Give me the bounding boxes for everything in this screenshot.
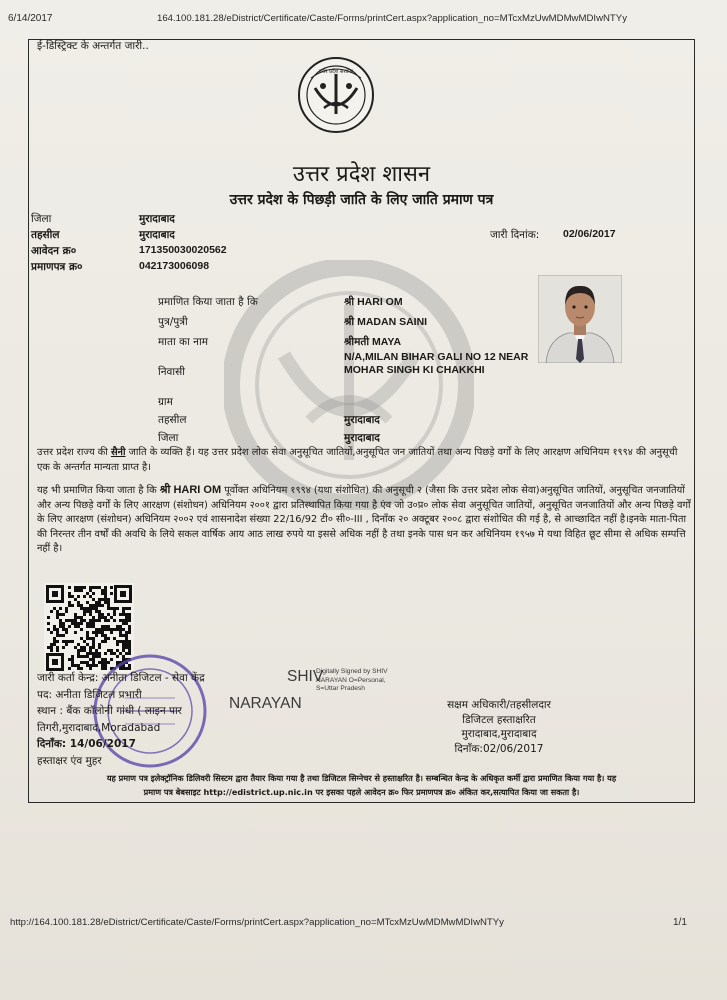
government-title: उत्तर प्रदेश शासन <box>292 162 431 187</box>
authority-digital-signed: डिजिटल हस्ताक्षरित <box>462 713 536 726</box>
detail-value-address: N/A,MILAN BIHAR GALI NO 12 NEAR MOHAR SINGH KI CHAKKHI <box>344 351 529 376</box>
detail-label-son-daughter: पुत्र/पुत्री <box>158 316 188 328</box>
meta-value-application-no: 171350030020562 <box>139 244 227 256</box>
meta-value-certificate-no: 042173006098 <box>139 260 210 272</box>
print-url: 164.100.181.28/eDistrict/Certificate/Caste/Forms/printCert.aspx?application_no=MTcxMzUwMDMwMDIwNTYy <box>157 13 627 24</box>
meta-label-certificate-no: प्रमाणपत्र क्र० <box>31 261 83 273</box>
detail-value-district: मुरादाबाद <box>344 432 380 444</box>
issue-date-label: जारी दिनांक: <box>490 229 540 241</box>
top-note: ई-डिस्ट्रिक्ट के अन्तर्गत जारी.. <box>37 40 149 52</box>
meta-value-district: मुरादाबाद <box>139 213 175 225</box>
para2-name: श्री HARI OM <box>159 484 222 496</box>
para2-after: पूर्वोक्त अधिनियम १९९४ (यथा संशोधित) की अनुसूची २ (जैसा कि उत्तर प्रदेश लोक सेवा)अनुसूचित जातियों, अनुसूचित जनजातियों और अन्य पिछड़े वर्गों के लिए आरक्षण (संशोधन) अधिनियम २००१ द्वारा प्रतिस्थापित किया गया है एंव जो उ०प्र० लोक सेवा अनुसूचित जातियों, अनुसूचित जनजातियों और अन्य पिछड़े वर्गों के लिए आरक्षण (संशोधन) अधिनियम २००२ एवं शासनादेश संख्या 22/16/92 टी० सी०-III , दिनाँक २० अक्टूबर २००८ द्वारा संशोधित की गई है, से आच्छादित नहीं है।इनके माता-पिता की निरन्तर तीन वर्षों की अवधि के लिये सकल वार्षिक आय आठ लाख रुपये या इससे अधिक नहीं है तथा इनके पास धन कर अधिनियम १९५७ मे यथा विहित छूट सीमा से अधिक सम्पत्ति नहीं है। <box>37 485 691 555</box>
para2-before: यह भी प्रमाणित किया जाता है कि <box>37 485 160 496</box>
issuer-center: जारी कर्ता केन्द्र: अनीता डिजिटल - सेवा केंद्र <box>37 672 205 684</box>
issuer-block <box>37 670 205 769</box>
issuer-post: पद: अनीता डिजिटल प्रभारी <box>37 688 142 701</box>
footer-page-number: 1/1 <box>673 917 687 928</box>
authority-location: मुरादाबाद,मुरादाबाद <box>461 728 537 740</box>
para1-before: उत्तर प्रदेश राज्य की <box>37 447 111 458</box>
issue-date-value: 02/06/2017 <box>563 228 616 240</box>
issuer-area: तिगरी,मुरादाबाद,Moradabad <box>37 721 161 734</box>
caste-name: सैनी <box>110 447 126 458</box>
detail-label-certified: प्रमाणित किया जाता है कि <box>158 296 258 308</box>
detail-label-resident: निवासी <box>158 366 185 378</box>
detail-value-father: श्री MADAN SAINI <box>344 316 428 328</box>
meta-value-tehsil: मुरादाबाद <box>139 229 175 241</box>
digital-sign-line1: Digitally Signed by SHIV <box>316 668 388 675</box>
footer-note-1: यह प्रमाण पत्र इलेक्ट्रॉनिक डिलिवरी सिस्टम द्वारा तैयार किया गया है तथा डिजिटल सिग्नेचर से हस्ताक्षरित है। सम्बन्धित केन्द्र के अधिकृत कर्मी द्वारा प्रमाणित किया गया है। यह <box>106 773 617 783</box>
issuer-location: स्थान : बैंक कॉलोनी गांधी ( लाइन पार <box>37 705 182 717</box>
digital-sign-details <box>316 668 387 694</box>
issuer-date: दिनाँक: 14/06/2017 <box>37 738 136 750</box>
digital-sign-line3: S=Uttar Pradesh <box>316 685 365 693</box>
detail-value-name: श्री HARI OM <box>344 296 403 308</box>
footer-note-2: प्रमाण पत्र बेबसाइट http://edistrict.up.nic.in पर इसका पहले आवेदन क्र० फिर प्रमाणपत्र क्र० अंकित कर,सत्यापित किया जा सकता है। <box>143 787 580 797</box>
digital-sign-line2: NARAYAN O=Personal, <box>316 676 386 684</box>
meta-label-application-no: आवेदन क्र० <box>31 245 77 257</box>
caste-paragraph <box>37 446 692 475</box>
eligibility-paragraph <box>37 483 692 557</box>
digital-sign-name-bottom: NARAYAN <box>229 695 302 712</box>
footer-url: http://164.100.181.28/eDistrict/Certificate/Caste/Forms/printCert.aspx?application_no=MTcxMzUwMDMwMDIwNTYy <box>10 917 504 928</box>
digital-sign-name-top: SHIV <box>287 668 324 685</box>
authority-date: दिनाँक:02/06/2017 <box>454 742 544 755</box>
issuer-signature-label: हस्ताक्षर एंव मुहर <box>37 754 102 767</box>
certificate-title: उत्तर प्रदेश के पिछड़ी जाति के लिए जाति प्रमाण पत्र <box>229 192 494 208</box>
para1-after: जाति के व्यक्ति हैं। यह उत्तर प्रदेश लोक सेवा अनुसूचित जातियों,अनुसूचित जन जातियों तथा अन्य पिछड़े वर्गों के लिए आरक्षण अधिनियम १९९४ की अनुसूची एक के अन्तर्गत मान्यता प्राप्त है। <box>37 447 678 473</box>
emblem-label: उत्तर प्रदेश सरकार <box>318 69 354 75</box>
meta-label-district: जिला <box>31 213 52 225</box>
detail-value-mother: श्रीमती MAYA <box>344 336 402 348</box>
detail-label-village: ग्राम <box>158 396 173 408</box>
detail-label-tehsil: तहसील <box>158 414 187 426</box>
authority-block <box>399 698 599 756</box>
print-date: 6/14/2017 <box>8 13 53 24</box>
applicant-photo <box>538 275 622 363</box>
detail-label-district: जिला <box>158 432 179 444</box>
meta-label-tehsil: तहसील <box>31 229 60 241</box>
certificate-border <box>28 39 695 803</box>
detail-label-mother: माता का नाम <box>158 336 208 348</box>
detail-value-tehsil: मुरादाबाद <box>344 414 380 426</box>
authority-designation: सक्षम अधिकारी/तहसीलदार <box>447 699 551 711</box>
